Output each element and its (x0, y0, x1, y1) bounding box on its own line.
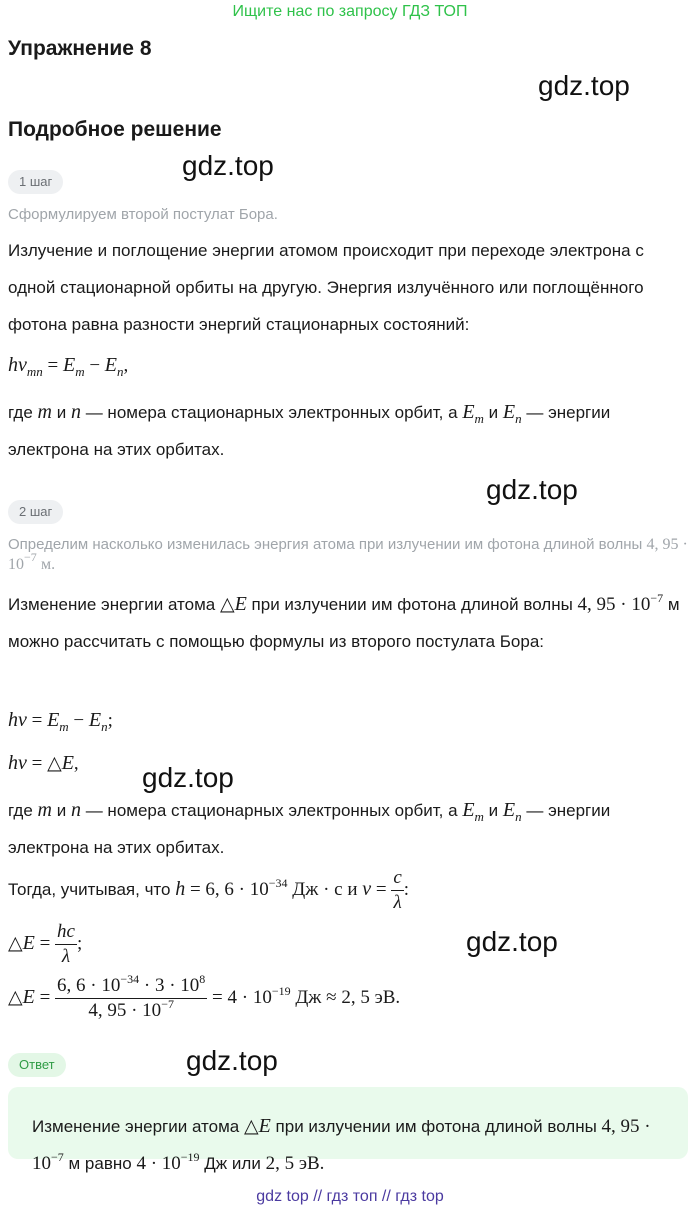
watermark: gdz.top (142, 762, 234, 793)
footer-links[interactable]: gdz top // гдз топ // гдз top (256, 1188, 444, 1205)
step-2-hint: Определим насколько изменилась энергия атома при излучении им фотона длиной волны 4, $95 \cdot 10^{-7}$ м. (8, 536, 688, 573)
watermark: gdz.top (538, 70, 630, 101)
formula-hc-lambda: △E = $\frac{hc}{\lambda}$ ; (8, 921, 83, 967)
search-banner[interactable]: Ищите нас по запросу ГДЗ ТОП (232, 3, 468, 20)
solution-title: Подробное решение (8, 118, 222, 141)
step-2-then: Тогда, учитывая, что h = 6, $6 \cdot 10^{-34}$ Дж · с и ν = $\frac{c}{\lambda}$ : (8, 867, 410, 913)
watermark: gdz.top (466, 926, 558, 957)
exercise-title: Упражнение 8 (8, 37, 152, 60)
formula-bohr-2: $h\nu = E_m - E_n$; (8, 709, 113, 734)
watermark: gdz.top (486, 474, 578, 505)
answer-text: Изменение энергии атома △E при излучении им фотона длиной волны 4, $95 \cdot 10^{-7}$ м равно $4 \cdot 10^{-19}$ Дж или 2, 5 эВ. (32, 1115, 651, 1174)
step-1-badge: 1 шаг (8, 170, 63, 194)
step-2-where: где m и n — номера стационарных электронных орбит, а $E_m$ и $E_n$ — энергии электрона на этих орбитах. (8, 799, 611, 857)
step-2-badge: 2 шаг (8, 500, 63, 524)
step-1-text: Излучение и поглощение энергии атомом происходит при переходе электрона с одной стационарной орбиты на другую. Энергия излучённого или поглощённого фотона равна разности энергий стационарных состояний: (8, 241, 644, 334)
formula-result: △E = $\frac{6, 6 \cdot 10^{-34} \cdot 3 \cdot 10^8}{4, 95 \cdot 10^{-7}}$ = $4 \cdot 10^{-19}$ Дж ≈ 2, 5 эВ. (8, 972, 401, 1021)
formula-delta-e: hν = △E, (8, 752, 79, 774)
watermark: gdz.top (182, 150, 274, 181)
step-1-hint: Сформулируем второй постулат Бора. (8, 206, 278, 223)
step-2-text: Изменение энергии атома △E при излучении им фотона длиной волны 4, $95 \cdot 10^{-7}$ м можно рассчитать с помощью формулы из второго постулата Бора: (8, 591, 680, 651)
formula-bohr-1: $h\nu_{mn} = E_m - E_n$, (8, 354, 129, 379)
answer-badge: Ответ (8, 1053, 66, 1077)
step-1-where: где m и n — номера стационарных электронных орбит, а $E_m$ и $E_n$ — энергии электрона на этих орбитах. (8, 401, 611, 459)
watermark: gdz.top (186, 1045, 278, 1076)
